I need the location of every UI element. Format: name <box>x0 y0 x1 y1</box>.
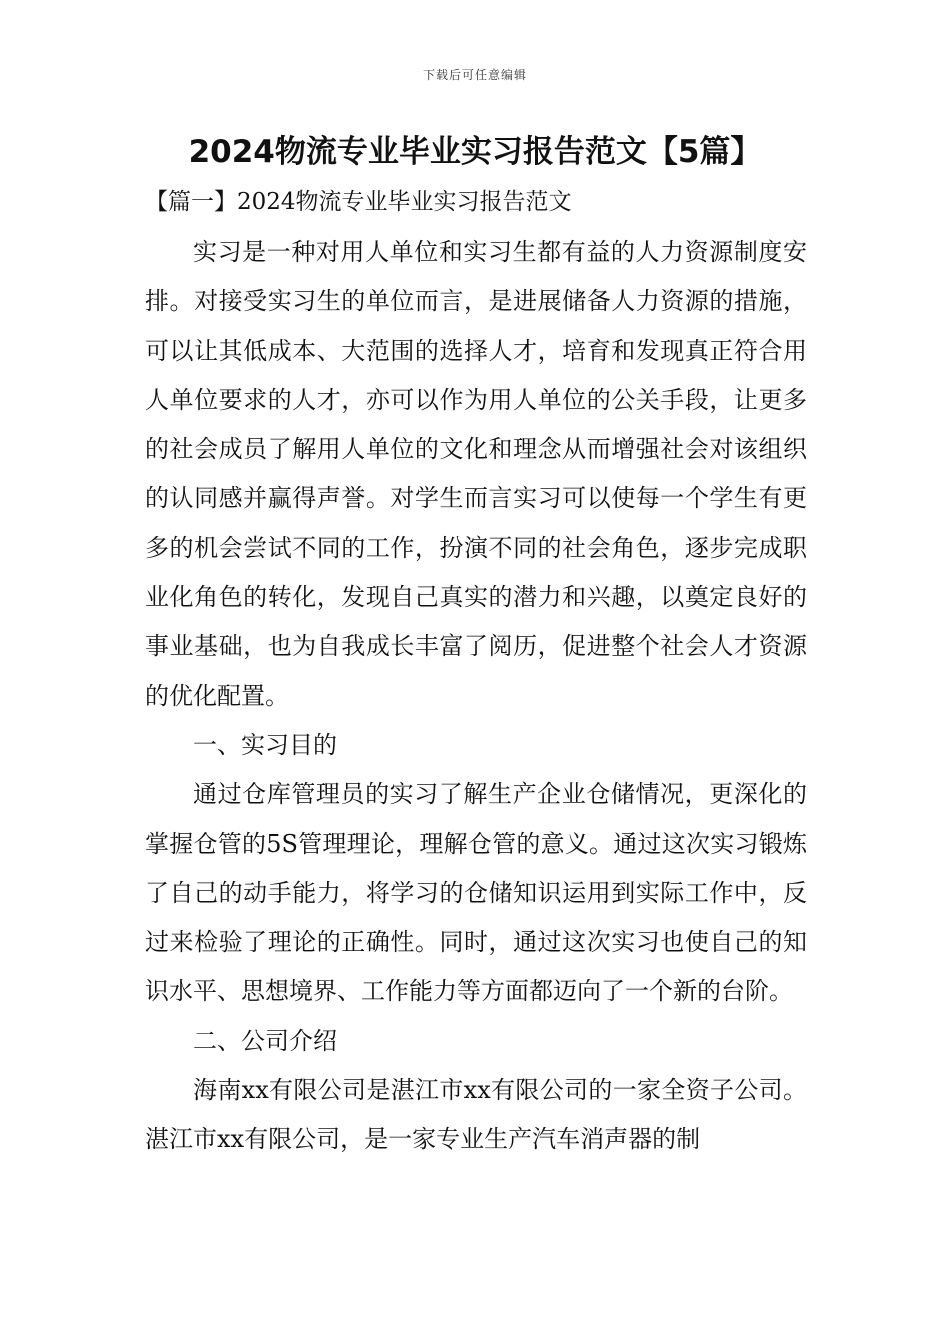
paragraph-purpose: 通过仓库管理员的实习了解生产企业仓储情况，更深化的掌握仓管的5S管理理论，理解仓管的意义。通过这次实习锻炼了自己的动手能力，将学习的仓储知识运用到实际工作中，反过来检验了理论的正确性。同时，通过这次实习也使自己的知识水平、思想境界、工作能力等方面都迈向了一个新的台阶。 <box>145 780 807 1006</box>
subheading-company: 二、公司介绍 <box>193 1026 337 1055</box>
subheading-purpose: 一、实习目的 <box>193 730 337 759</box>
section-heading: 【篇一】2024物流专业毕业实习报告范文 <box>145 189 572 215</box>
paragraph-company: 海南xx有限公司是湛江市xx有限公司的一家全资子公司。湛江市xx有限公司，是一家专业生产汽车消声器的制 <box>145 1076 807 1154</box>
document-body <box>145 228 807 1165</box>
paragraph-intro: 实习是一种对用人单位和实习生都有益的人力资源制度安排。对接受实习生的单位而言，是进展储备人力资源的措施，可以让其低成本、大范围的选择人才，培育和发现真正符合用人单位要求的人才，亦可以作为用人单位的公关手段，让更多的社会成员了解用人单位的文化和理念从而增强社会对该组织的认同感并赢得声誉。对学生而言实习可以使每一个学生有更多的机会尝试不同的工作，扮演不同的社会角色，逐步完成职业化角色的转化，发现自己真实的潜力和兴趣，以奠定良好的事业基础，也为自我成长丰富了阅历，促进整个社会人才资源的优化配置。 <box>145 238 807 710</box>
document-title: 2024物流专业毕业实习报告范文【5篇】 <box>188 134 762 170</box>
header-note: 下载后可任意编辑 <box>422 68 527 82</box>
